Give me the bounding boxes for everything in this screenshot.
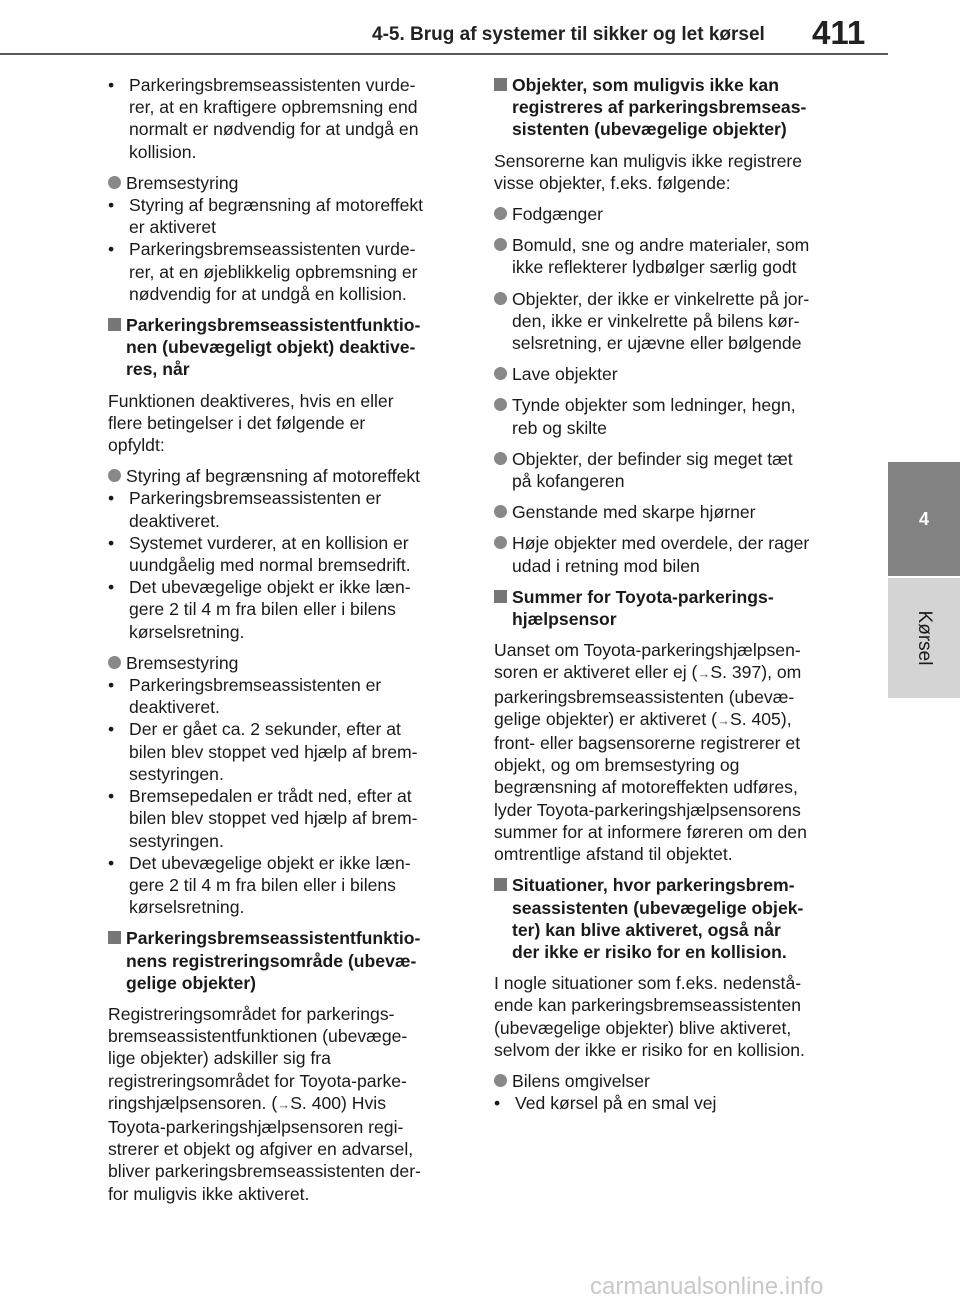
- content-block: [494, 1070, 850, 1114]
- content-block: [108, 652, 464, 918]
- bullet-item: • Parkeringsbremseassistenten er deaktiveret.: [108, 675, 382, 718]
- section-heading: Parkeringsbremseassistentfunktio- nens registreringsområde (ubevæ- gelige objekter): [108, 927, 464, 994]
- bullet-marker: •: [494, 1093, 501, 1114]
- bullet-marker: •: [108, 488, 115, 509]
- side-tab-blank: [888, 0, 960, 462]
- paragraph: Sensorerne kan muligvis ikke registrere visse objekter, f.eks. følgende:: [494, 150, 803, 193]
- circle-bullet-icon: [108, 176, 121, 189]
- bullet-marker: •: [108, 532, 115, 553]
- paragraph: I nogle situationer som f.eks. nedenstå- ende kan parkeringsbremseassistenten (ubevægelige objekter) blive aktiveret, selvom der ikke er risiko for en kollision.: [494, 973, 805, 1060]
- section-heading: Parkeringsbremseassistentfunktio- nen (ubevægeligt objekt) deaktive- res, når: [108, 314, 464, 381]
- bullet-marker: •: [108, 75, 115, 95]
- circle-item: Høje objekter med overdele, der rager udad i retning mod bilen: [494, 532, 850, 576]
- bullet-marker: •: [108, 852, 115, 873]
- circle-item: Genstande med skarpe hjørner: [494, 501, 850, 523]
- circle-bullet-icon: [494, 1074, 507, 1087]
- arrow-right-icon: →: [697, 666, 711, 682]
- bullet-item: • Parkeringsbremseassistenten vurde- rer, at en øjeblikkelig opbremsning er nødvendig for at undgå en kollision.: [108, 239, 418, 304]
- square-bullet-icon: [494, 878, 507, 891]
- section-heading: Situationer, hvor parkeringsbrem- seassistenten (ubevægelige objek- ter) kan blive aktiveret, også når der ikke er risiko for en kollision.: [494, 874, 850, 963]
- circle-bullet-icon: [494, 452, 507, 465]
- circle-bullet-icon: [108, 469, 121, 482]
- circle-item: Bremsestyring: [108, 172, 464, 194]
- bullet-item: • Systemet vurderer, at en kollision er uundgåelig med normal bremsedrift.: [108, 532, 411, 576]
- circle-bullet-icon: [494, 292, 507, 305]
- bullet-item: • Styring af begrænsning af motoreffekt er aktiveret: [108, 195, 424, 238]
- circle-bullet-icon: [494, 238, 507, 251]
- circle-item: Objekter, der befinder sig meget tæt på kofangeren: [494, 448, 850, 492]
- page-number: 411: [812, 14, 866, 51]
- bullet-item: • Parkeringsbremseassistenten vurde- rer, at en kraftigere opbremsning end normalt er nødvendig for at undgå en kollision.: [108, 75, 419, 162]
- circle-item: Bomuld, sne og andre materialer, som ikke reflekterer lydbølger særlig godt: [494, 234, 850, 278]
- content-block: [108, 172, 464, 305]
- bullet-marker: •: [108, 577, 115, 598]
- content-block: [108, 74, 464, 163]
- right-column: [494, 74, 850, 1123]
- square-bullet-icon: [494, 590, 507, 603]
- bullet-marker: •: [108, 719, 115, 740]
- section-title: 4-5. Brug af systemer til sikker og let kørsel: [372, 24, 765, 45]
- circle-bullet-icon: [494, 398, 507, 411]
- circle-item: Tynde objekter som ledninger, hegn, reb og skilte: [494, 394, 850, 438]
- square-bullet-icon: [108, 931, 121, 944]
- bullet-marker: •: [108, 195, 115, 216]
- square-bullet-icon: [494, 78, 507, 91]
- paragraph: Registreringsområdet for parkerings- bremseassistentfunktionen (ubevæge- lige objekter) adskiller sig fra registreringsområdet for Toyota-parke- ringshjælpsensoren. (→S. 400) Hvis Toyota-parkeringshjælpsensoren regi- strerer et objekt og afgiver en advarsel, bliver parkeringsbremseassistenten der- for muligvis ikke aktiveret.: [108, 1003, 421, 1204]
- chapter-side-tab: [888, 0, 960, 1308]
- bullet-item: • Det ubevægelige objekt er ikke læn- gere 2 til 4 m fra bilen eller i bilens kørselsretning.: [108, 852, 411, 918]
- left-column: [108, 74, 464, 1214]
- section-heading: Objekter, som muligvis ikke kan registreres af parkeringsbremseas- sistenten (ubevægelige objekter): [494, 74, 850, 141]
- circle-item: Styring af begrænsning af motoreffekt: [108, 465, 464, 487]
- circle-bullet-icon: [494, 536, 507, 549]
- circle-bullet-icon: [494, 367, 507, 380]
- square-bullet-icon: [108, 318, 121, 331]
- watermark-text: carmanualsonline.info: [590, 1273, 824, 1300]
- circle-bullet-icon: [494, 207, 507, 220]
- circle-item: Objekter, der ikke er vinkelrette på jor- den, ikke er vinkelrette på bilens kør- selsretning, er ujævne eller bølgende: [494, 288, 850, 355]
- content-block: [108, 465, 464, 643]
- circle-item: Bremsestyring: [108, 652, 464, 674]
- bullet-item: • Der er gået ca. 2 sekunder, efter at bilen blev stoppet ved hjælp af brem- sestyringen.: [108, 719, 418, 784]
- section-heading: Summer for Toyota-parkerings- hjælpsensor: [494, 586, 850, 630]
- chapter-number: 4: [888, 462, 960, 576]
- bullet-item: • Det ubevægelige objekt er ikke læn- gere 2 til 4 m fra bilen eller i bilens kørselsretning.: [108, 577, 411, 642]
- bullet-marker: •: [108, 675, 115, 696]
- circle-item: Lave objekter: [494, 363, 850, 385]
- circle-item: Bilens omgivelser: [494, 1070, 850, 1092]
- bullet-marker: •: [108, 239, 115, 260]
- bullet-item: • Ved kørsel på en smal vej: [494, 1093, 717, 1114]
- paragraph: Uanset om Toyota-parkeringshjælpsen- soren er aktiveret eller ej (→S. 397), om parkeringsbremseassistenten (ubevæ- gelige objekter) er aktiveret (→S. 405), front- eller bagsensorerne registrerer et objekt, og om bremsestyring og begrænsning af motoreffekten udføres, lyder Toyota-parkeringshjælpsensorens summer for at informere føreren om den omtrentlige afstand til objektet.: [494, 640, 807, 865]
- bullet-item: • Bremsepedalen er trådt ned, efter at bilen blev stoppet ved hjælp af brem- sestyringen.: [108, 786, 418, 851]
- circle-bullet-icon: [494, 505, 507, 518]
- paragraph: Funktionen deaktiveres, hvis en eller flere betingelser i det følgende er opfyldt:: [108, 390, 394, 456]
- circle-bullet-icon: [108, 656, 121, 669]
- chapter-label: Kørsel: [914, 610, 935, 666]
- arrow-right-icon: →: [716, 712, 730, 728]
- bullet-item: • Parkeringsbremseassistenten er deaktiveret.: [108, 488, 382, 531]
- header-rule: [0, 53, 888, 55]
- circle-item: Fodgænger: [494, 203, 850, 225]
- arrow-right-icon: →: [277, 1096, 291, 1112]
- bullet-marker: •: [108, 786, 115, 807]
